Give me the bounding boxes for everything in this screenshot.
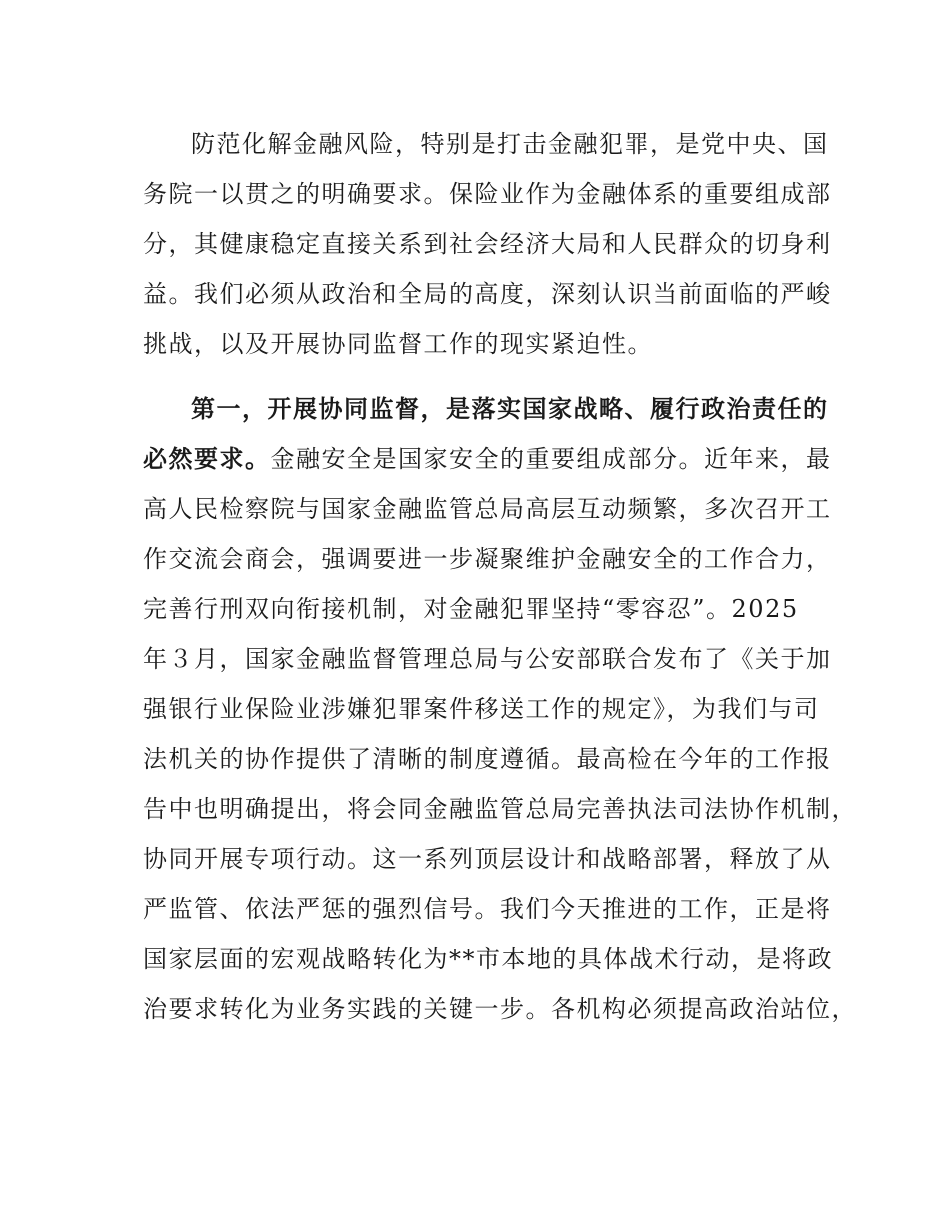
paragraph-2-line: 告中也明确提出，将会同金融监管总局完善执法司法协作机制， bbox=[143, 795, 857, 823]
paragraph-2-line: 协同开展专项行动。这一系列顶层设计和战略部署，释放了从 bbox=[143, 845, 832, 873]
paragraph-2-heading-line: 第一，开展协同监督，是落实国家战略、履行政治责任的 bbox=[191, 394, 829, 423]
paragraph-2-line: 作交流会商会，强调要进一步凝聚维护金融安全的工作合力， bbox=[143, 545, 832, 573]
paragraph-1-line: 益。我们必须从政治和全局的高度，深刻认识当前面临的严峻 bbox=[143, 280, 832, 308]
paragraph-2-line: 高人民检察院与国家金融监管总局高层互动频繁，多次召开工 bbox=[143, 495, 832, 523]
paragraph-1-line: 分，其健康稳定直接关系到社会经济大局和人民群众的切身利 bbox=[143, 230, 832, 258]
paragraph-1-line: 挑战，以及开展协同监督工作的现实紧迫性。 bbox=[143, 330, 653, 358]
paragraph-1-line: 务院一以贯之的明确要求。保险业作为金融体系的重要组成部 bbox=[143, 180, 832, 208]
paragraph-2-text: 金融安全是国家安全的重要组成部分。近年来，最 bbox=[270, 445, 832, 473]
paragraph-2-line: 治要求转化为业务实践的关键一步。各机构必须提高政治站位， bbox=[143, 995, 857, 1023]
paragraph-2-line bbox=[143, 444, 832, 474]
paragraph-2-line: 法机关的协作提供了清晰的制度遵循。最高检在今年的工作报 bbox=[143, 745, 832, 773]
paragraph-2-line: 完善行刑双向衔接机制，对金融犯罪坚持“零容忍”。2025 bbox=[143, 595, 799, 623]
paragraph-2-line: 年３月，国家金融监督管理总局与公安部联合发布了《关于加 bbox=[143, 645, 832, 673]
paragraph-2-line: 国家层面的宏观战略转化为**市本地的具体战术行动，是将政 bbox=[143, 945, 833, 973]
paragraph-2-heading-end: 必然要求。 bbox=[143, 444, 271, 473]
paragraph-2-line: 严监管、依法严惩的强烈信号。我们今天推进的工作，正是将 bbox=[143, 895, 832, 923]
paragraph-1-line: 防范化解金融风险，特别是打击金融犯罪，是党中央、国 bbox=[191, 130, 829, 158]
paragraph-2-line: 强银行业保险业涉嫌犯罪案件移送工作的规定》，为我们与司 bbox=[143, 695, 820, 723]
